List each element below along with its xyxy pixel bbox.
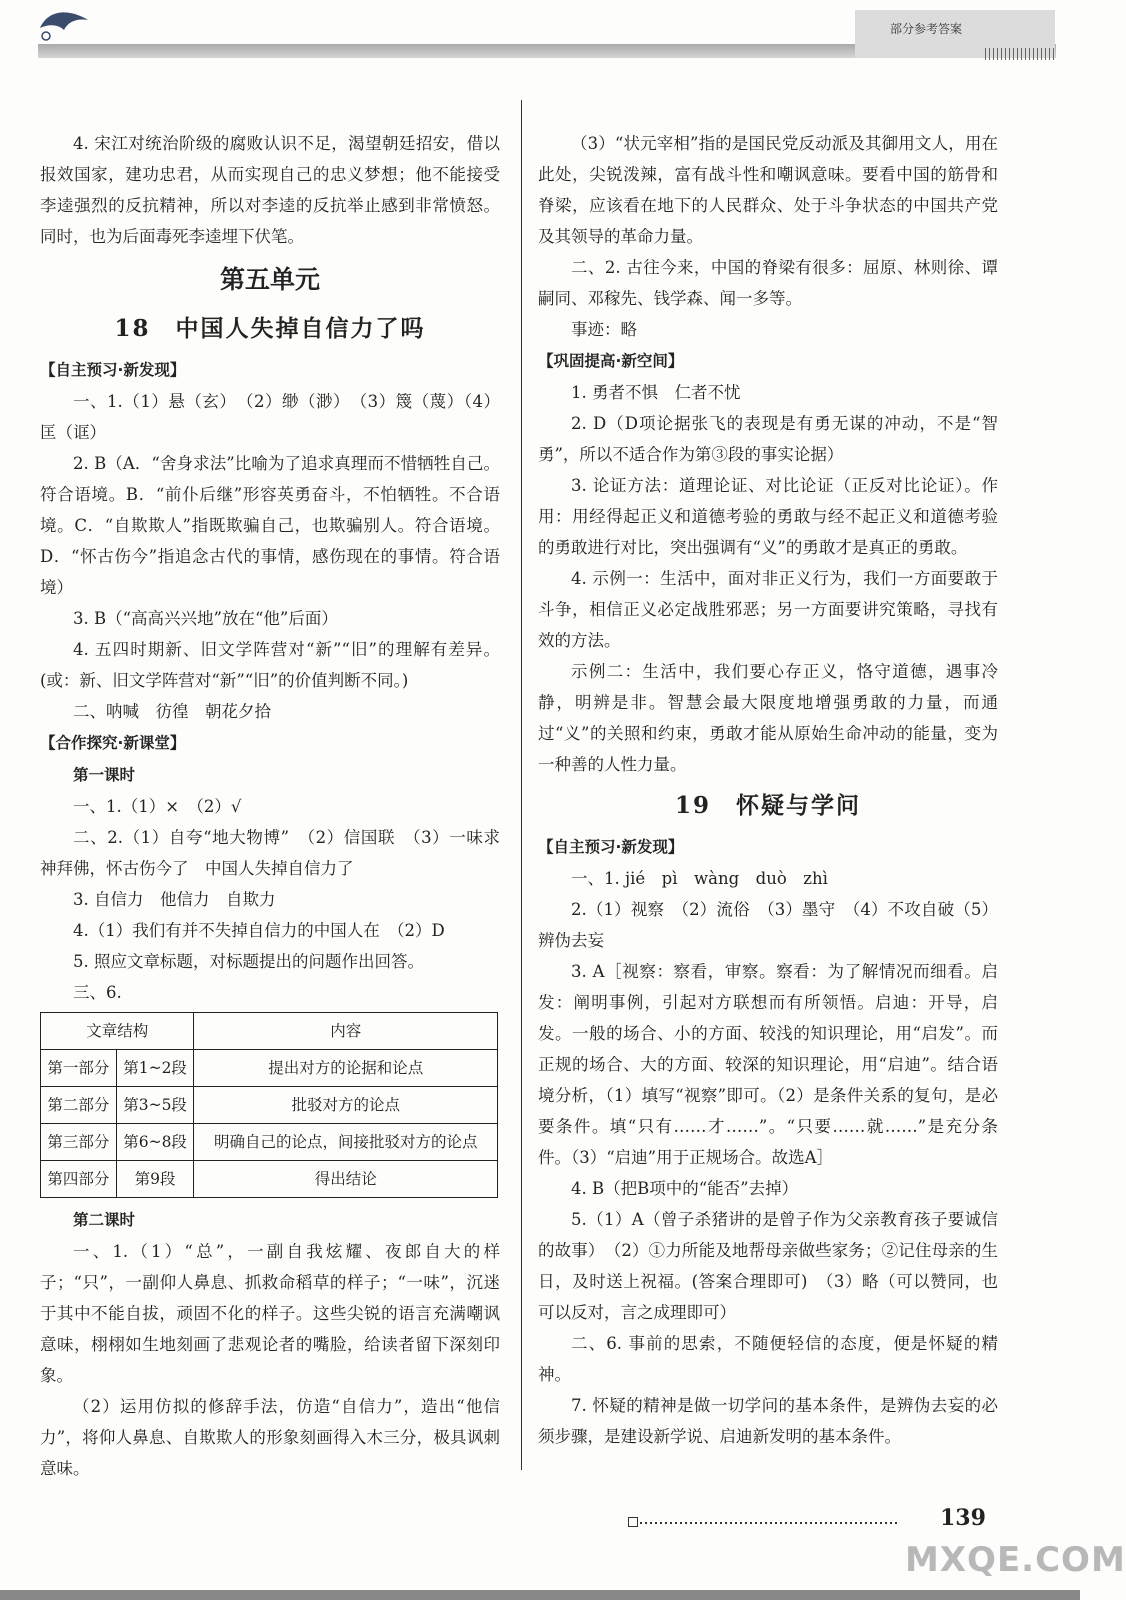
unit-title: 第五单元 — [219, 265, 320, 294]
footer-marker — [628, 1517, 638, 1527]
table-cell: 第1~2段 — [116, 1050, 194, 1087]
answer-item: 4. B（把B项中的“能否”去掉） — [571, 1179, 799, 1198]
answer-item: （3）“状元宰相”指的是国民党反动派及其御用文人，用在此处，尖锐泼辣，富有战斗性和嘲讽意味。要看中国的筋骨和脊梁，应该看在地下的人民群众、处于斗争状态的中国共产党及其领导的革命力量。 — [538, 134, 998, 246]
answer-item: 二、6. 事前的思索，不随便轻信的态度，便是怀疑的精神。 — [538, 1334, 998, 1384]
answer-item: 4.（1）我们有并不失掉自信力的中国人在 （2）D — [73, 921, 445, 940]
section-tag: 【巩固提高·新空间】 — [538, 352, 684, 370]
table-cell: 提出对方的论据和论点 — [194, 1050, 498, 1087]
answer-item: （2）运用仿拟的修辞手法，仿造“自信力”，造出“他信力”，将仰人鼻息、自欺欺人的形象刻画得入木三分，极具讽刺意味。 — [40, 1397, 500, 1478]
table-header: 文章结构 — [41, 1013, 194, 1050]
paragraph: 4. 宋江对统治阶级的腐败认识不足，渴望朝廷招安，借以报效国家，建功忠君，从而实现自己的忠义梦想；他不能接受李逵强烈的反抗精神，所以对李逵的反抗举止感到非常愤怒。同时，也为后面毒死李逵埋下伏笔。 — [40, 134, 500, 246]
table-header: 内容 — [194, 1013, 498, 1050]
bottom-band — [0, 1590, 1080, 1600]
answer-item: 1. 勇者不惧 仁者不忧 — [571, 383, 741, 402]
answer-item: 一、1.（1）× （2）√ — [73, 797, 242, 816]
page-number: 139 — [940, 1505, 986, 1531]
right-column — [538, 128, 998, 1452]
answer-item: 5. 照应文章标题，对标题提出的问题作出回答。 — [73, 952, 424, 971]
table-cell: 第四部分 — [41, 1161, 117, 1198]
answer-item: 二、2.（1）自夸“地大物博” （2）信国联 （3）一味求神拜佛，怀古伤今了 中国人失掉自信力了 — [40, 828, 500, 878]
footer-dotted-line — [640, 1522, 900, 1524]
left-column — [40, 128, 500, 1484]
table-cell: 明确自己的论点，间接批驳对方的论点 — [194, 1124, 498, 1161]
table-cell: 批驳对方的论点 — [194, 1087, 498, 1124]
table-cell: 第三部分 — [41, 1124, 117, 1161]
table-cell: 第6~8段 — [116, 1124, 194, 1161]
answer-item: 示例二：生活中，我们要心存正义，恪守道德，遇事冷静，明辨是非。智慧会最大限度地增强勇敢的力量，而通过“义”的关照和约束，勇敢才能从原始生命冲动的能量，变为一种善的人性力量。 — [538, 662, 998, 774]
header-label: 部分参考答案 — [890, 22, 963, 36]
lesson-subtitle: 第二课时 — [73, 1211, 136, 1229]
answer-item: 3. 论证方法：道理论证、对比论证（正反对比论证）。作用：用经得起正义和道德考验的勇敢与经不起正义和道德考验的勇敢进行对比，突出强调有“义”的勇敢才是真正的勇敢。 — [538, 476, 998, 557]
table-cell: 第一部分 — [41, 1050, 117, 1087]
watermark: MXQE.COM — [905, 1540, 1126, 1580]
answer-item: 一、1.（1）“总”，一副自我炫耀、夜郎自大的样子；“只”，一副仰人鼻息、抓救命稻草的样子；“一味”，沉迷于其中不能自拔，顽固不化的样子。这些尖锐的语言充满嘲讽意味，栩栩如生地刻画了悲观论者的嘴脸，给读者留下深刻印象。 — [40, 1242, 500, 1385]
lesson-title: 19 怀疑与学问 — [674, 792, 861, 819]
answer-item: 4. 示例一：生活中，面对非正义行为，我们一方面要敢于斗争，相信正义必定战胜邪恶；另一方面要讲究策略，寻找有效的方法。 — [538, 569, 998, 650]
structure-table — [40, 1012, 498, 1198]
table-cell: 第二部分 — [41, 1087, 117, 1124]
answer-item: 2. B（A．“舍身求法”比喻为了追求真理而不惜牺牲自己。符合语境。B．“前仆后继”形容英勇奋斗，不怕牺牲。不合语境。C．“自欺欺人”指既欺骗自己，也欺骗别人。符合语境。D．“怀古伤今”指追念古代的事情，感伤现在的事情。符合语境） — [40, 454, 500, 597]
table-cell: 第9段 — [116, 1161, 194, 1198]
answer-item: 2.（1）视察 （2）流俗 （3）墨守 （4）不攻自破（5）辨伪去妄 — [538, 900, 998, 950]
answer-item: 3. 自信力 他信力 自欺力 — [73, 890, 276, 909]
answer-item: 3. B（“高高兴兴地”放在“他”后面） — [73, 609, 338, 628]
column-divider — [521, 100, 522, 1470]
section-tag: 【自主预习·新发现】 — [40, 361, 186, 379]
table-cell: 得出结论 — [194, 1161, 498, 1198]
table-row — [41, 1161, 498, 1198]
table-cell: 第3~5段 — [116, 1087, 194, 1124]
section-tag: 【合作探究·新课堂】 — [40, 734, 186, 752]
answer-item: 一、1.（1）悬（玄） （2）缈（渺） （3）篾（蔑）（4）匡（诓） — [40, 392, 500, 442]
answer-item: 4. 五四时期新、旧文学阵营对“新”“旧”的理解有差异。(或：新、旧文学阵营对“新”“旧”的价值判断不同。) — [40, 640, 500, 690]
table-row — [41, 1050, 498, 1087]
answer-item: 事迹：略 — [571, 320, 637, 339]
answer-item: 二、呐喊 彷徨 朝花夕拾 — [73, 702, 271, 721]
answer-item: 一、1. jié pì wàng duò zhì — [571, 869, 828, 888]
answer-item: 二、2. 古往今来，中国的脊梁有很多：屈原、林则徐、谭嗣同、邓稼先、钱学森、闻一多等。 — [538, 258, 998, 308]
section-tag: 【自主预习·新发现】 — [538, 838, 684, 856]
lesson-title: 18 中国人失掉自信力了吗 — [114, 315, 426, 342]
answer-item: 7. 怀疑的精神是做一切学问的基本条件，是辨伪去妄的必须步骤，是建设新学说、启迪新发明的基本条件。 — [538, 1396, 998, 1446]
table-row — [41, 1087, 498, 1124]
bird-logo-icon — [38, 6, 98, 46]
answer-item: 5.（1）A（曾子杀猪讲的是曾子作为父亲教育孩子要诚信的故事） （2）①力所能及地帮母亲做些家务；②记住母亲的生日，及时送上祝福。(答案合理即可) （3）略（可以赞同，也可以反对，言之成理即可） — [538, 1210, 998, 1322]
answer-item: 3. A［视察：察看，审察。察看：为了解情况而细看。启发：阐明事例，引起对方联想而有所领悟。启迪：开导，启发。一般的场合、小的方面、较浅的知识理论，用“启发”。而正规的场合、大的方面、较深的知识理论，用“启迪”。结合语境分析，（1）填写“视察”即可。（2）是条件关系的复句，是必要条件。填“只有……才……”。“只要……就……”是充分条件。（3）“启迪”用于正规场合。故选A］ — [538, 962, 998, 1167]
table-header-row — [41, 1013, 498, 1050]
answer-item: 2. D（D项论据张飞的表现是有勇无谋的冲动，不是“智勇”，所以不适合作为第③段的事实论据） — [538, 414, 998, 464]
table-row — [41, 1124, 498, 1161]
lesson-subtitle: 第一课时 — [73, 766, 136, 784]
answer-item: 三、6. — [73, 983, 122, 1002]
header-ticks — [985, 48, 1055, 60]
